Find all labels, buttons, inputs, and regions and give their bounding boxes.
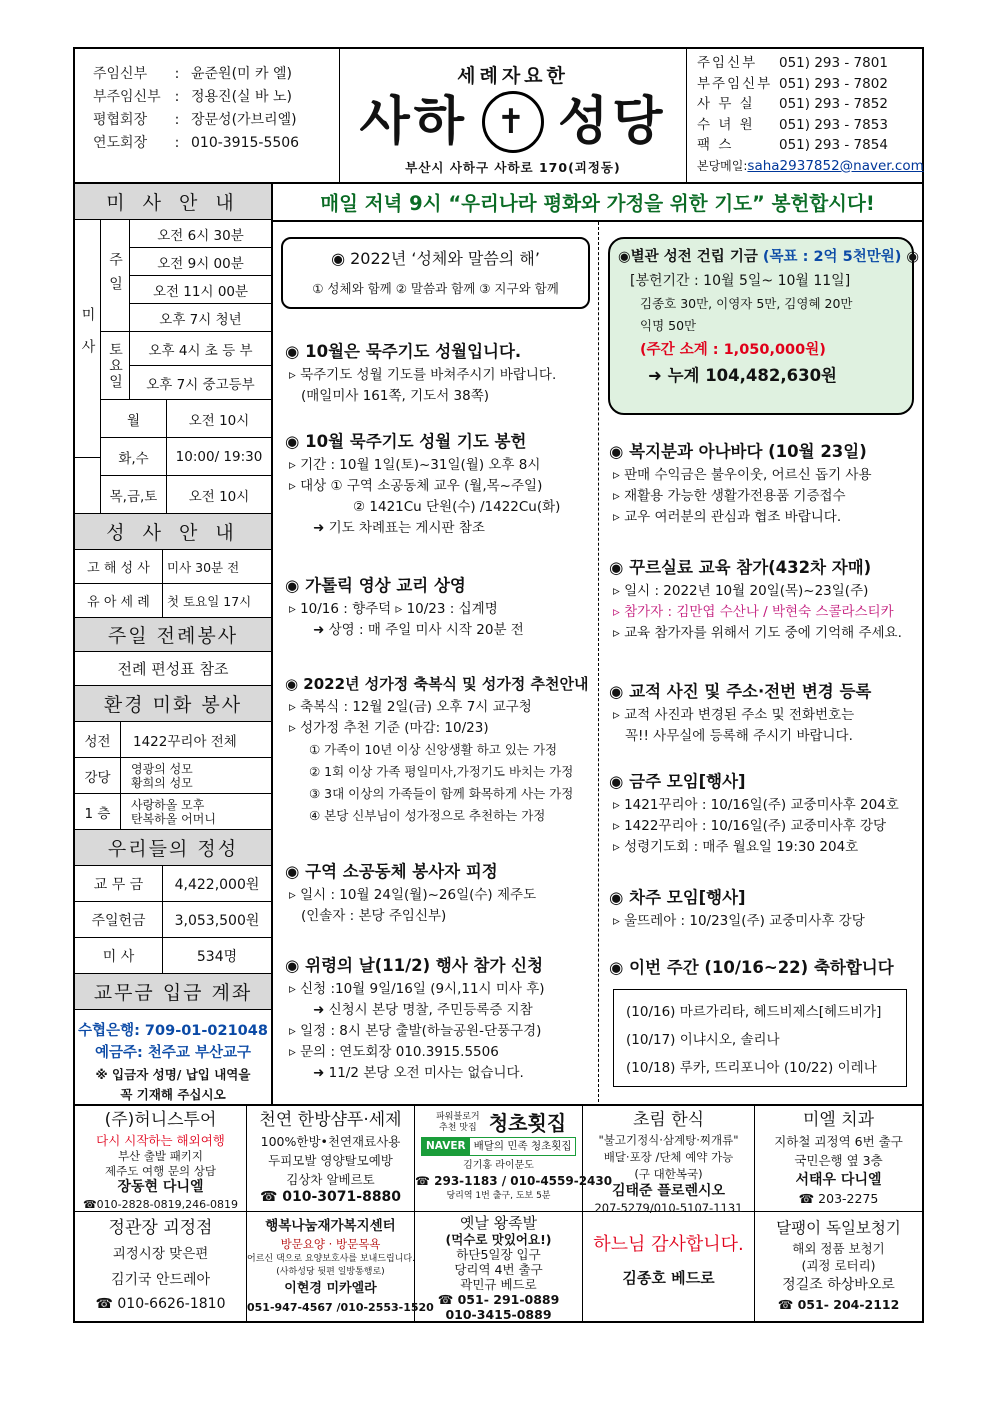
- notice-rosary-prayer: ◉ 10월 묵주기도 성월 기도 봉헌 ▹ 기간 : 10월 1일(토)~31일(월) 오후 8시 ▹ 대상 ① 구역 소공동체 교우 (월,목~주일) ② 1421Cu 단원(수) /1422Cu(화) ➜ 기도 차례표는 게시판 참조: [285, 432, 561, 536]
- offering-row: 주일헌금 3,053,500원: [75, 902, 271, 938]
- feast-days-box: [613, 989, 907, 1087]
- notice-rosary-month: ◉ 10월은 묵주기도 성월입니다. ▹ 묵주기도 성월 기도를 바쳐주시기 바랍니다. (매일미사 161쪽, 기도서 38쪽): [285, 342, 557, 404]
- environment-row: 1 층 사랑하올 모후 탄복하올 어머니: [75, 794, 271, 830]
- church-name-b: 성당: [558, 92, 667, 152]
- building-fund-box: [608, 237, 920, 415]
- environment-title: 환경 미화 봉사: [75, 686, 271, 722]
- mass-title: 미 사 안 내: [75, 184, 271, 220]
- mass-label: 미사: [75, 220, 101, 458]
- notice-celebration: ◉ 이번 주간 (10/16~22) 축하합니다: [609, 958, 894, 977]
- account-owner: 예금주: 천주교 부산교구: [95, 1045, 251, 1061]
- advertisements: [75, 1104, 922, 1321]
- feast-day: (10/18) 루카, 뜨리포니아 (10/22) 이레나: [626, 1060, 877, 1076]
- offering-title: 우리들의 정성: [75, 830, 271, 866]
- feast-day: (10/17) 이냐시오, 솔리나: [626, 1032, 780, 1048]
- account-note: ※ 입금자 성명/ 납입 내역을: [95, 1067, 251, 1082]
- environment-row: 강당 영광의 성모 황희의 성모: [75, 758, 271, 794]
- ad-herbal-shampoo: 천연 한방샴푸·세제 100%한방•천연재료사용 두피모발 영양탈모예방 김상차 알베르토 ☎ 010-3071-8880: [247, 1106, 415, 1212]
- church-logo-icon: ✝: [482, 91, 544, 153]
- left-column: [75, 184, 273, 1104]
- clergy-row: 평협회장 : 장문성(가브리엘): [93, 112, 297, 128]
- sunday-mass-time: 오전 11시 00분: [130, 276, 271, 304]
- feast-day: (10/16) 마르가리타, 헤드비제스[헤드비가]: [626, 1004, 882, 1020]
- offering-row: 교 무 금 4,422,000원: [75, 866, 271, 902]
- saturday-mass-time: 오후 7시 중고등부: [130, 366, 271, 400]
- account-info: [75, 1010, 271, 1104]
- ad-welfare-center: 행복나눔재가복지센터 방문요양 · 방문목욕 어르신 댁으로 요양보호사를 보내드립니다. (사하성당 뒷편 일방통행로) 이현경 미카엘라 051-947-4567 /010-2553-1520: [247, 1212, 415, 1323]
- year-theme-sub: ① 성체와 함께 ② 말씀과 함께 ③ 지구와 함께: [312, 281, 559, 296]
- phone-row: 수 녀 원 051) 293 - 7853: [697, 116, 888, 133]
- sacrament-row: 유 아 세 례 첫 토요일 17시: [75, 584, 271, 618]
- weekday-row: 목,금,토 오전 10시: [101, 476, 271, 514]
- account-bank: 수협은행: 709-01-021048: [78, 1023, 268, 1039]
- building-fund-subtotal: (주간 소계 : 1,050,000원): [640, 342, 826, 358]
- phone-row: 주임신부 051) 293 - 7801: [697, 55, 888, 71]
- email-row: 본당메일: saha2937852@naver.com: [697, 156, 922, 177]
- building-fund-period: [봉헌기간 : 10월 5일~ 10월 11일]: [630, 273, 851, 289]
- sunday-mass-time: 오전 9시 00분: [130, 248, 271, 276]
- church-address: 부산시 사하구 사하로 170(괴정동): [405, 160, 621, 175]
- year-theme-title: ◉ 2022년 ‘성체와 말씀의 해’: [331, 249, 540, 268]
- building-fund-total: ➜ 누계 104,482,630원: [648, 366, 837, 385]
- clergy-row: 주임신부 : 윤준원(미 카 엘): [93, 66, 292, 82]
- email-link[interactable]: saha2937852@naver.com: [747, 157, 924, 174]
- bulletin-page: [73, 47, 924, 1323]
- mass-label-filler: [75, 458, 101, 514]
- ad-miel-dental: 미엘 치과 지하철 괴정역 6번 출구 국민은행 옆 3층 서태우 다니엘 ☎ 203-2275: [755, 1106, 922, 1212]
- building-fund-anon: 익명 50만: [640, 318, 697, 333]
- notice-next-week: ◉ 차주 모임[행사] ▹ 울뜨레아 : 10/23일(주) 교중미사후 강당: [609, 888, 865, 929]
- liturgy-value: 전례 편성표 참조: [75, 652, 271, 686]
- year-theme-box: [281, 237, 590, 309]
- ad-cheongcho-sashimi: 파워블로거 추천 맛집 청초횟집 NAVER 배달의 민족 청초횟집 김기홍 라이문도 ☎ 293-1183 / 010-4559-2430 당리역 1번 출구, 도보 5분: [415, 1106, 583, 1212]
- clergy-row: 연도회장 : 010-3915-5506: [93, 135, 300, 151]
- prayer-banner: 매일 저녁 9시 “우리나라 평화와 가정을 위한 기도” 봉헌합시다!: [273, 184, 922, 222]
- column-divider: [598, 222, 599, 1102]
- notice-holy-family: ◉ 2022년 성가정 축복식 및 성가정 추천안내 ▹ 축복식 : 12월 2일(금) 오후 7시 교구청 ▹ 성가정 추천 기준 (마감: 10/23) ① 가족이 10년 이상 신앙생활 하고 있는 가정 ② 1회 이상 가족 평일미사,가정기도 바치는 가정 ③ 3대 이상의 가족들이 함께 화목하게 사는 가정 ④ 본당 신부님이 성가정으로 추천하는 가정: [285, 675, 589, 823]
- sacrament-row: 고 해 성 사 미사 30분 전: [75, 550, 271, 584]
- account-title: 교무금 입금 계좌: [75, 974, 271, 1010]
- notice-catechism-video: ◉ 가톨릭 영상 교리 상영 ▹ 10/16 : 향주덕 ▹ 10/23 : 십계명 ➜ 상영 : 매 주일 미사 시작 20분 전: [285, 576, 524, 638]
- notice-registry-update: ◉ 교적 사진 및 주소·전번 변경 등록 ▹ 교적 사진과 변경된 주소 및 전화번호는 꼭!! 사무실에 등록해 주시기 바랍니다.: [609, 682, 872, 744]
- notice-this-week: ◉ 금주 모임[행사] ▹ 1421꾸리아 : 10/16일(주) 교중미사후 204호 ▹ 1422꾸리아 : 10/16일(주) 교중미사후 강당 ▹ 성령기도회 : 매주 월요일 19:30 204호: [609, 772, 899, 855]
- sunday-mass-time: 오후 7시 청년: [130, 304, 271, 332]
- header-phones: [687, 49, 922, 182]
- header-title: [339, 49, 687, 182]
- saturday-label: 토요일: [101, 332, 130, 400]
- environment-row: 성전 1422꾸리아 전체: [75, 722, 271, 758]
- sunday-mass-time: 오전 6시 30분: [130, 220, 271, 248]
- saturday-mass-time: 오후 4시 초 등 부: [130, 332, 271, 366]
- notice-retreat: ◉ 구역 소공동체 봉사자 피정 ▹ 일시 : 10월 24일(월)~26일(수) 제주도 (인솔자 : 본당 주임신부): [285, 862, 537, 924]
- weekday-row: 화,수 10:00/ 19:30: [101, 438, 271, 476]
- clergy-row: 부주임신부 : 정용진(실 바 노): [93, 89, 292, 105]
- ad-jeonggwanjang: 정관장 괴정점 괴정시장 맞은편 김기국 안드레아 ☎ 010-6626-1810: [75, 1212, 247, 1323]
- offering-row: 미 사 534명: [75, 938, 271, 974]
- phone-row: 사 무 실 051) 293 - 7852: [697, 96, 888, 112]
- notice-cursillo: ◉ 꾸르실료 교육 참가(432차 자매) ▹ 일시 : 2022년 10월 20일(목)~23일(주) ▹ 참가자 : 김만엽 수산나 / 박현숙 스콜라스티카 ▹ 교육 참가자를 위해서 기도 중에 기억해 주세요.: [609, 558, 902, 641]
- header-clergy: [75, 49, 339, 182]
- account-note: 꼭 기재해 주십시오: [120, 1087, 226, 1102]
- ad-chorim-restaurant: 초림 한식 "불고기정식·삼계탕·찌개류" 배달·포장 /단체 예약 가능 (구 대한복국) 김태준 플로렌시오 207-5279/010-5107-1131: [583, 1106, 755, 1212]
- ad-jokbal: 옛날 왕족발 (먹수로 맛있어요!) 하단5일장 입구 당리역 4번 출구 곽민규 베드로 ☎ 051- 291-0889 010-3415-0889: [415, 1212, 583, 1323]
- patron-name: 세례자요한: [457, 65, 569, 87]
- church-name-a: 사하: [359, 92, 468, 152]
- phone-row: 부주임신부 051) 293 - 7802: [697, 75, 888, 92]
- ad-hearing-aid: 달팽이 독일보청기 해외 정품 보청기 (괴정 로터리) 정길조 하상바오로 ☎ 051- 204-2112: [776, 1219, 901, 1312]
- liturgy-title: 주일 전례봉사: [75, 618, 271, 652]
- phone-row: 팩 스 051) 293 - 7854: [697, 137, 888, 153]
- sacrament-title: 성 사 안 내: [75, 514, 271, 550]
- ad-honeys-tour: (주)허니스투어 다시 시작하는 해외여행 부산 출발 패키지 제주도 여행 문의 상담 장동현 다니엘 ☎010-2828-0819,246-0819: [75, 1106, 247, 1212]
- ad-thanks: 하느님 감사합니다. 김종호 베드로: [583, 1212, 755, 1323]
- weekday-row: 월 오전 10시: [101, 400, 271, 438]
- notice-all-souls-day: ◉ 위령의 날(11/2) 행사 참가 신청 ▹ 신청 :10월 9일/16일 (9시,11시 미사 후) ➜ 신청시 본당 명찰, 주민등록증 지참 ▹ 일정 : 8시 본당 출발(하늘공원-단풍구경) ▹ 문의 : 연도회장 010.3915.5506 ➜ 11/2 본당 오전 미사는 없습니다.: [285, 956, 545, 1081]
- building-fund-title: ◉별관 성전 건립 기금 (목표 : 2억 5천만원) ◉: [618, 249, 920, 265]
- building-fund-donors: 김종호 30만, 이영자 5만, 김영혜 20만: [640, 296, 853, 311]
- notice-anabada: ◉ 복지분과 아나바다 (10월 23일) ▹ 판매 수익금은 불우이웃, 어르신 돕기 사용 ▹ 재활용 가능한 생활가전용품 기증접수 ▹ 교우 여러분의 관심과 협조 바랍니다.: [609, 442, 872, 525]
- sunday-label: 주일: [101, 220, 130, 332]
- header: [75, 49, 922, 184]
